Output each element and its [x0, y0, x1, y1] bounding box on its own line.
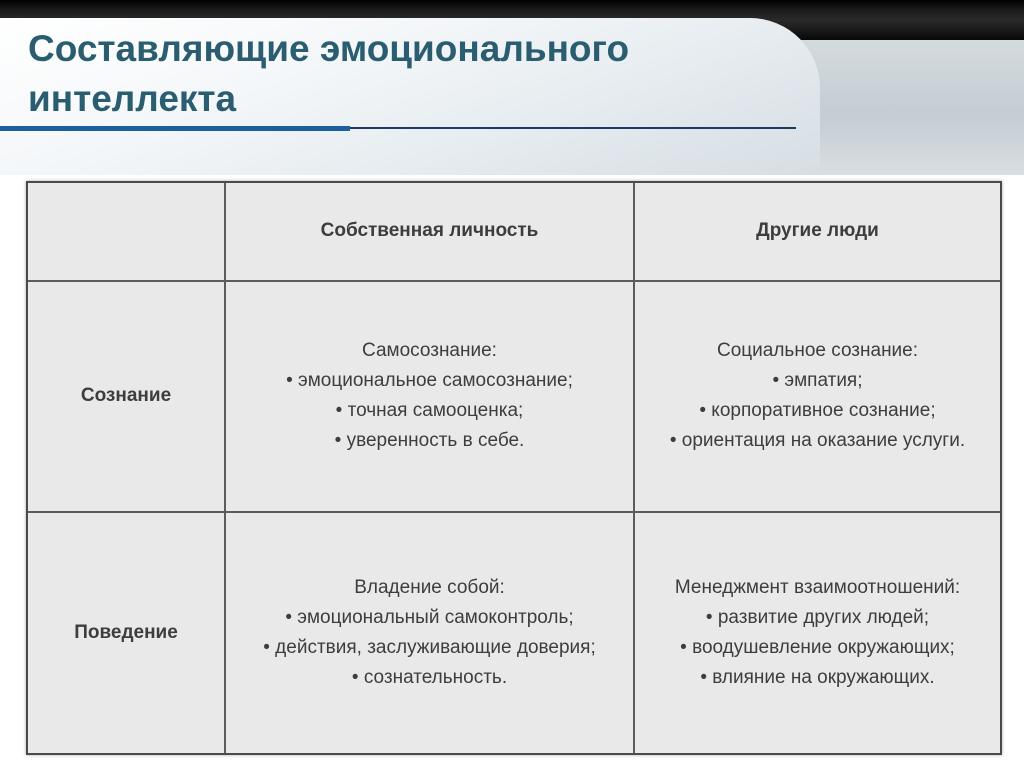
cell-heading: Самосознание:	[362, 340, 497, 362]
cell-social-awareness	[634, 281, 1000, 513]
cell-item: • эмоциональный самоконтроль;	[285, 607, 574, 629]
table-header-row	[28, 183, 1000, 281]
column-header-own-personality: Собственная личность	[225, 183, 634, 281]
cell-heading: Социальное сознание:	[716, 340, 919, 362]
ei-table	[28, 183, 1000, 753]
cell-item: • корпоративное сознание;	[699, 400, 936, 422]
title-underline-thin	[350, 127, 796, 129]
slide-header	[0, 0, 1024, 175]
row-label-awareness: Сознание	[28, 281, 225, 513]
row-label-behavior: Поведение	[28, 512, 225, 753]
table-row-awareness	[28, 281, 1000, 513]
cell-item: • действия, заслуживающие доверия;	[263, 637, 596, 659]
cell-heading: Владение собой:	[354, 577, 505, 599]
cell-item: • точная самооценка;	[335, 400, 524, 422]
cell-relationship-management	[634, 512, 1000, 753]
cell-item: • влияние на окружающих.	[700, 667, 935, 689]
column-header-other-people: Другие люди	[634, 183, 1000, 281]
cell-item: • уверенность в себе.	[334, 430, 525, 452]
cell-self-management	[225, 512, 634, 753]
emotional-intelligence-table	[26, 181, 1002, 755]
cell-item: • ориентация на оказание услуги.	[669, 430, 966, 452]
cell-item: • воодушевление окружающих;	[680, 637, 955, 659]
cell-heading: Менеджмент взаимоотношений:	[674, 577, 961, 599]
cell-item: • развитие других людей;	[705, 607, 930, 629]
cell-item: • эмпатия;	[772, 370, 863, 392]
cell-item: • эмоциональное самосознание;	[286, 370, 573, 392]
cell-self-awareness	[225, 281, 634, 513]
cell-item: • сознательность.	[351, 667, 508, 689]
title-underline-thick	[0, 126, 350, 131]
table-row-behavior	[28, 512, 1000, 753]
slide-title: Составляющие эмоционального интеллекта	[28, 28, 630, 119]
table-corner-cell	[28, 183, 225, 281]
